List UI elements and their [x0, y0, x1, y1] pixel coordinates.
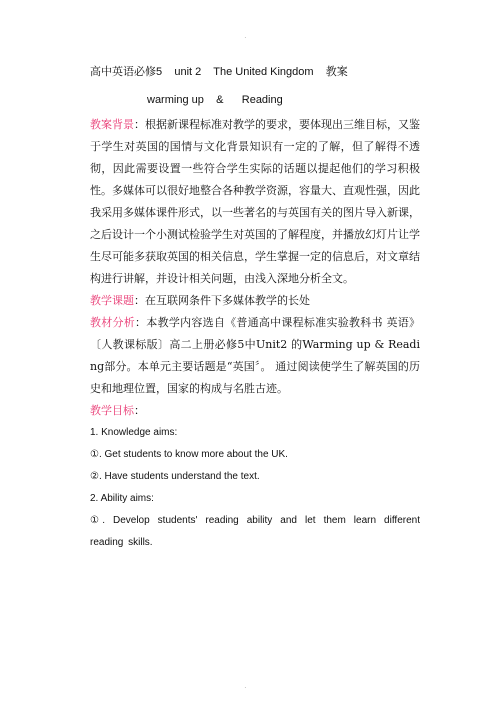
objective-item: 1. Knowledge aims:: [90, 427, 178, 438]
analysis-label: 教材分析: [90, 316, 136, 329]
background-section: [90, 114, 420, 290]
document-body: [90, 64, 420, 554]
analysis-section: [90, 312, 420, 400]
objectives-section: [90, 400, 420, 554]
document-title: 高中英语必修5 unit 2 The United Kingdom 教案: [90, 66, 348, 78]
objectives-heading: [90, 400, 420, 422]
objectives-colon: ：: [134, 404, 145, 417]
topic-section: [90, 290, 420, 312]
objective-item: ②. Have students understand the text.: [90, 471, 260, 482]
analysis-paragraph: [90, 312, 420, 400]
topic-text: ：在互联网条件下多媒体教学的长处: [134, 294, 310, 307]
background-label: 教案背景: [90, 118, 134, 131]
document-subtitle: warming up & Reading: [147, 94, 283, 106]
background-paragraph: [90, 114, 420, 290]
topic-paragraph: [90, 290, 420, 312]
analysis-text: ：本教学内容选自《普通高中课程标准实验教科书 英语》〔人教课标版〕高二上册必修5中Unit2 的Warming up & Reading部分。本单元主要话题是“英国〞。 通过阅读使学生了解英国的历史和地理位置，国家的构成与名胜古迹。: [90, 316, 421, 395]
header-mark: ·: [244, 33, 247, 42]
background-text: ：根据新课程标准对教学的要求，要体现出三维目标，又鉴于学生对英国的国情与文化背景知识有一定的了解，但了解得不透彻，因此需要设置一些符合学生实际的话题以提起他们的学习积极性。多媒体可以很好地整合各种教学资源，容量大、直观性强，因此我采用多媒体课件形式，以一些著名的与英国有关的图片导入新课，之后设计一个小测试检验学生对英国的了解程度，并播放幻灯片让学生尽可能多获取英国的相关信息，学生掌握一定的信息后，对文章结构进行讲解，并设计相关问题，由浅入深地分析全文。: [90, 118, 420, 285]
objective-item: 2. Ability aims:: [90, 493, 154, 504]
topic-label: 教学课题: [90, 294, 134, 307]
objectives-label: 教学目标: [90, 404, 134, 417]
objective-item: ①. Get students to know more about the UK.: [90, 449, 288, 460]
footer-mark: ·: [244, 683, 247, 692]
objective-item: ①. Develop students' reading ability and let them learn different reading skills.: [90, 515, 420, 548]
